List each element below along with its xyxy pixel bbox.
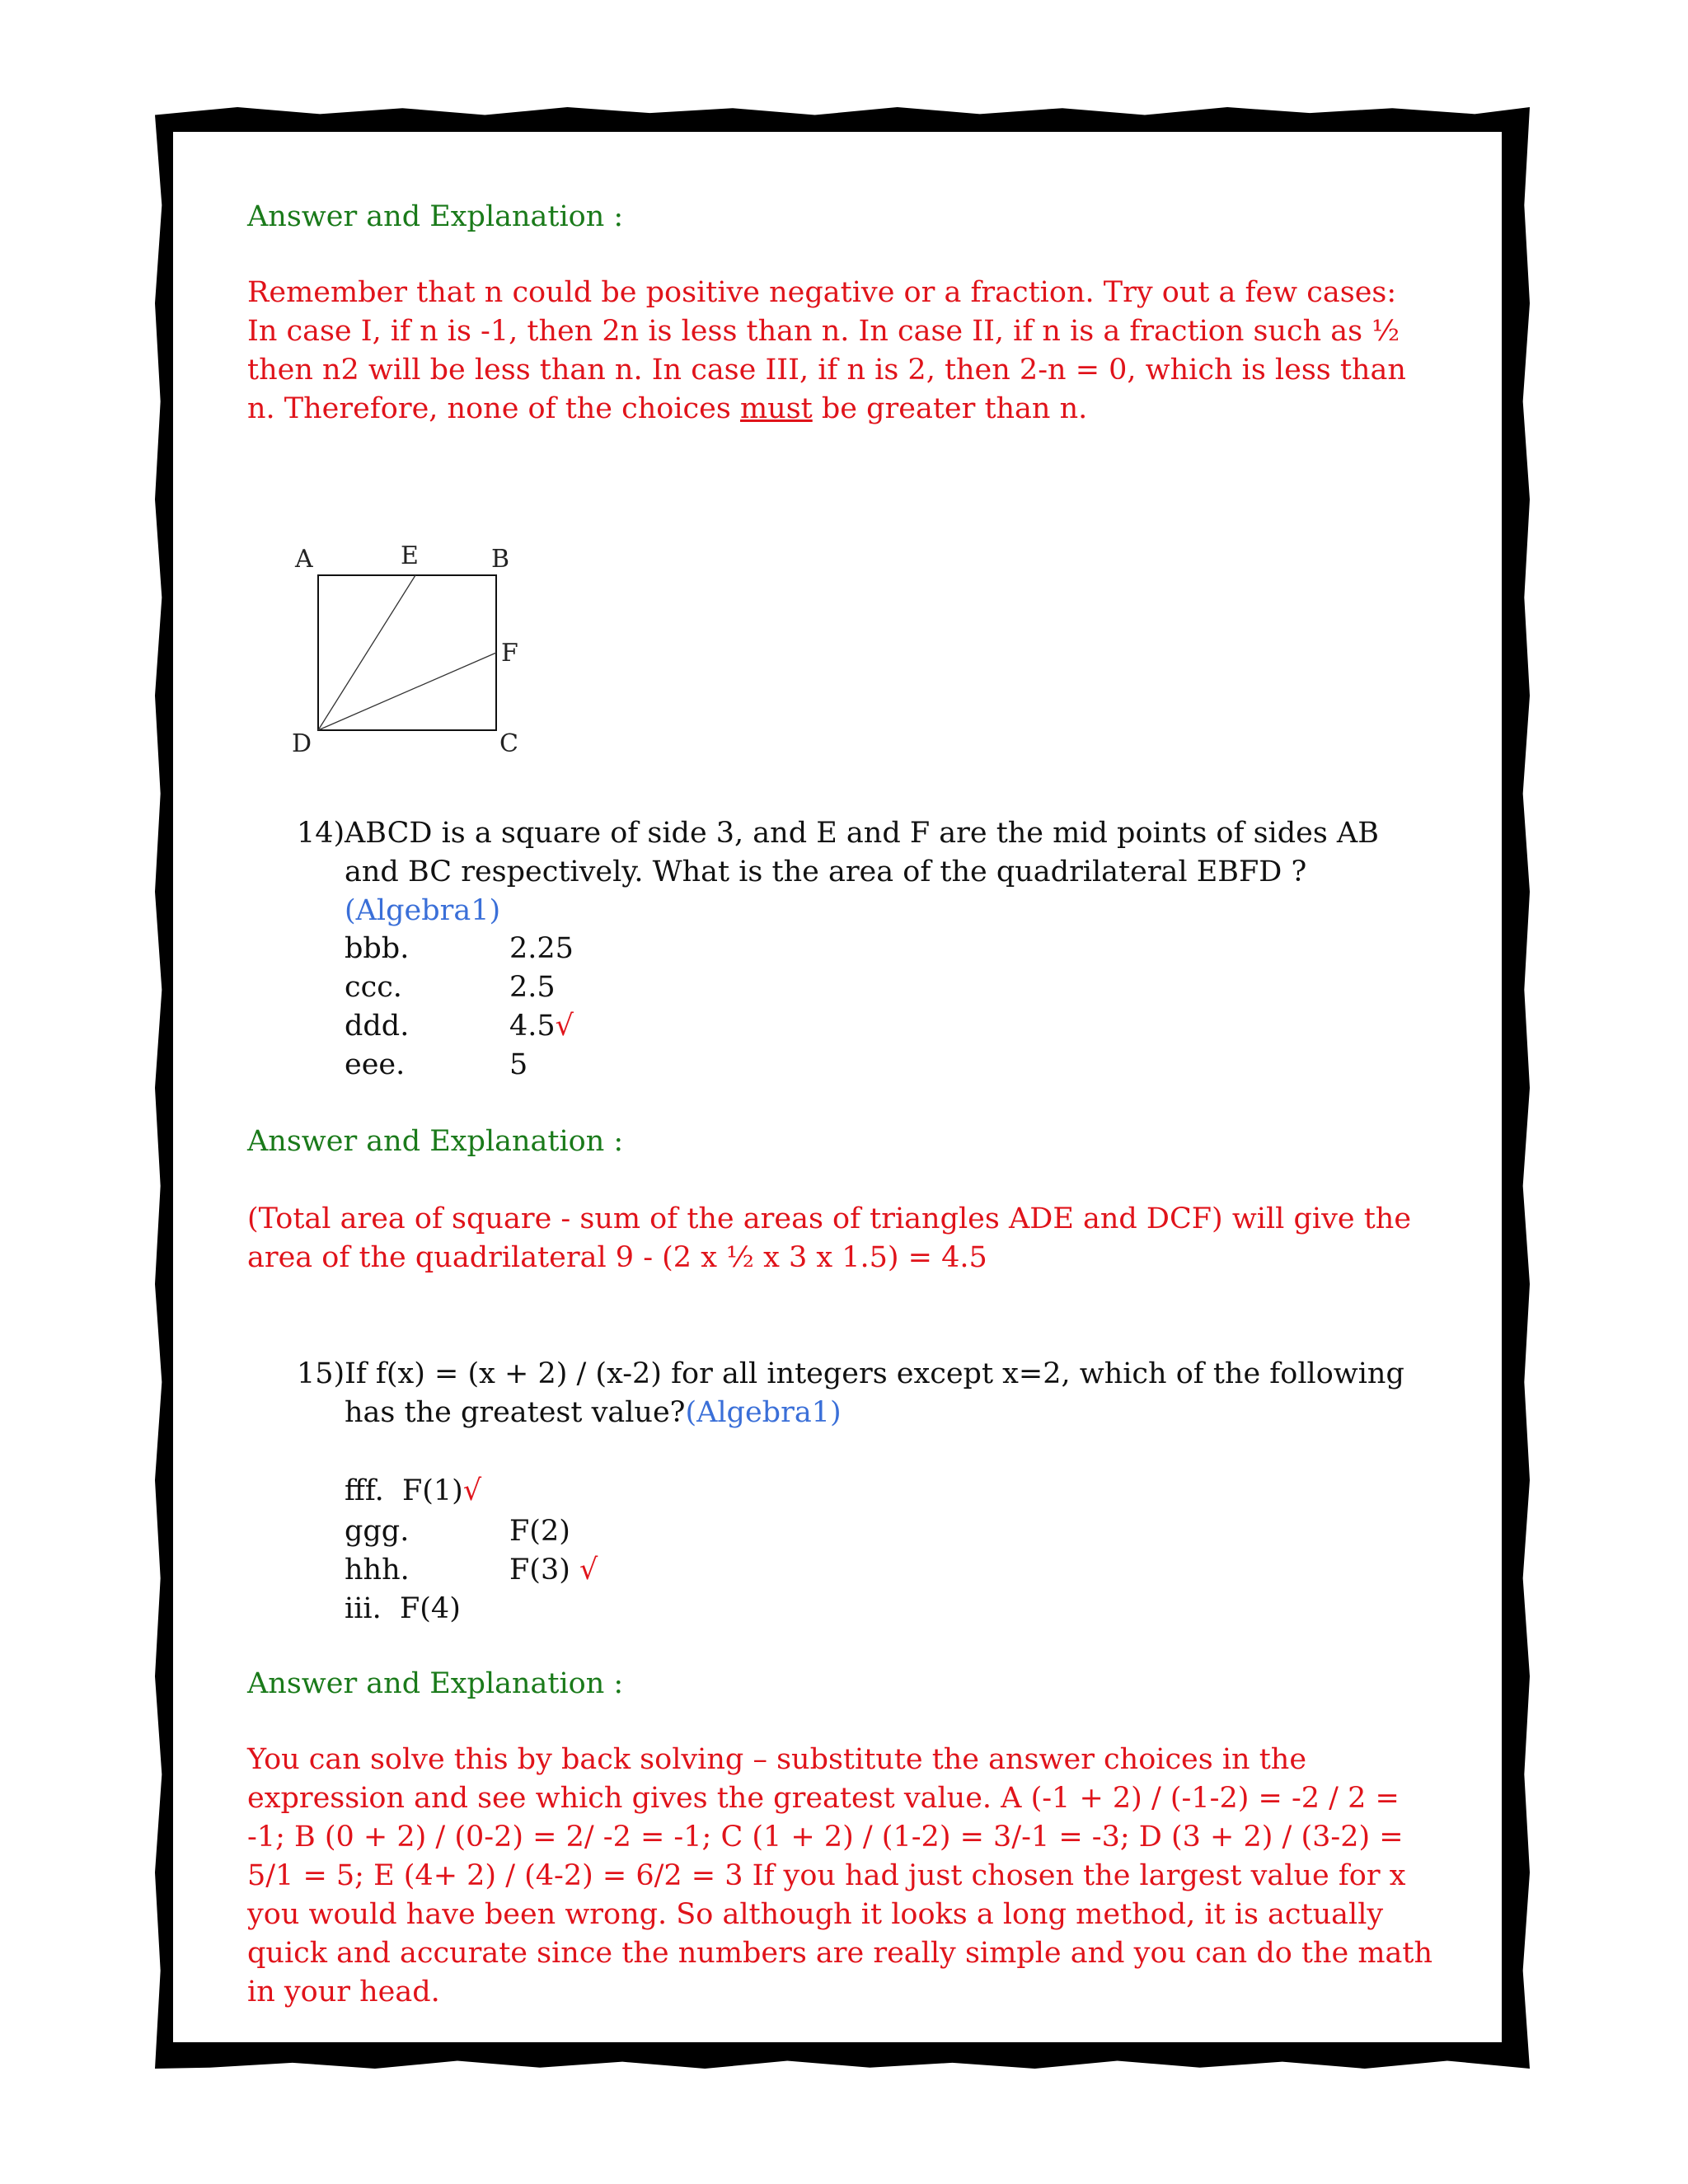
q14-option-value: 2.25 [509,932,574,965]
question-15 [297,1355,1434,1432]
question-15-text: If f(x) = (x + 2) / (x-2) for all integers except x=2, which of the following has the greatest value? [345,1357,1404,1429]
answer-heading-15: Answer and Explanation : [247,1667,624,1700]
q14-option-value: 4.5 [509,1010,556,1043]
q15-option-letter: fff. [345,1474,384,1507]
explanation-14: (Total area of square - sum of the areas of triangles ADE and DCF) will give the area of the quadrilateral 9 - (2 x ½ x 3 x 1.5) = 4.5 [247,1202,1412,1274]
q15-option-row [345,1512,570,1551]
q15-option-letter: ggg. [345,1515,410,1548]
q15-option-row [345,1472,481,1511]
question-15-number: 15) [297,1357,345,1390]
square-abcd [318,575,496,730]
label-f: F [501,639,518,668]
answer-heading-1: Answer and Explanation : [247,200,624,233]
explanation-1-must: must [739,392,813,425]
label-c: C [499,729,518,758]
q14-option-row [345,1046,528,1085]
check-mark-icon: √ [462,1474,482,1507]
q15-option-row [345,1551,598,1590]
line-de [318,575,415,730]
explanation-15: You can solve this by back solving – substitute the answer choices in the expression and see which gives the greatest value. A (-1 + 2) / (-1-2) = -2 / 2 = -1; B (0 + 2) / (0-2) = 2/ -2 = -1; C (1 + 2) / (1-2) = 3/-1 = -3; D (3 + 2) / (3-2) = 5/1 = 5; E (4+ 2) / (4-2) = 6/2 = 3 If you had just chosen the largest value for x you would have been wrong. So although it looks a long method, it is actually quick and accurate since the numbers are really simple and you can do the math in your head. [247,1743,1433,2008]
q15-option-letter: iii. [345,1592,382,1625]
explanation-1 [247,274,1434,429]
explanation-1-part-2: be greater than n. [812,392,1088,425]
q14-option-letter: ccc. [345,971,402,1004]
answer-heading-14: Answer and Explanation : [247,1125,624,1158]
q15-option-row [345,1590,461,1629]
label-a: A [295,545,313,574]
label-d: D [292,729,312,758]
q15-option-value: F(1) [401,1474,463,1507]
explanation-1-part-1: Remember that n could be positive negative or a fraction. Try out a few cases: In case I, if n is -1, then 2n is less than n. In case II, if n is a fraction such as ½ then n2 will be less than n. In case III, if n is 2, then 2-n = 0, which is less than n. Therefore, none of the choices [247,276,1406,425]
q14-option-letter: eee. [345,1048,406,1081]
q15-option-value: F(3) [509,1554,579,1586]
check-mark-icon: √ [555,1010,574,1043]
question-15-tag: (Algebra1) [685,1396,842,1429]
q14-option-row [345,968,556,1007]
check-mark-icon: √ [579,1554,598,1586]
question-14 [297,814,1434,930]
q14-option-value: 2.5 [509,971,556,1004]
q15-option-letter: hhh. [345,1554,410,1586]
question-14-text: ABCD is a square of side 3, and E and F are the mid points of sides AB and BC respectively. What is the area of the quadrilateral EBFD ? [345,817,1379,888]
question-14-tag: (Algebra1) [345,894,501,927]
question-14-number: 14) [297,817,345,850]
q15-option-value: F(2) [509,1515,570,1548]
label-e: E [401,541,419,570]
label-b: B [491,545,510,574]
q14-option-row [345,1007,574,1046]
q14-option-letter: ddd. [345,1010,410,1043]
q14-option-letter: bbb. [345,932,410,965]
square-diagram [280,536,544,758]
q14-option-value: 5 [509,1048,528,1081]
q15-option-value: F(4) [399,1592,461,1625]
q14-option-row [345,930,574,968]
line-df [318,653,496,730]
